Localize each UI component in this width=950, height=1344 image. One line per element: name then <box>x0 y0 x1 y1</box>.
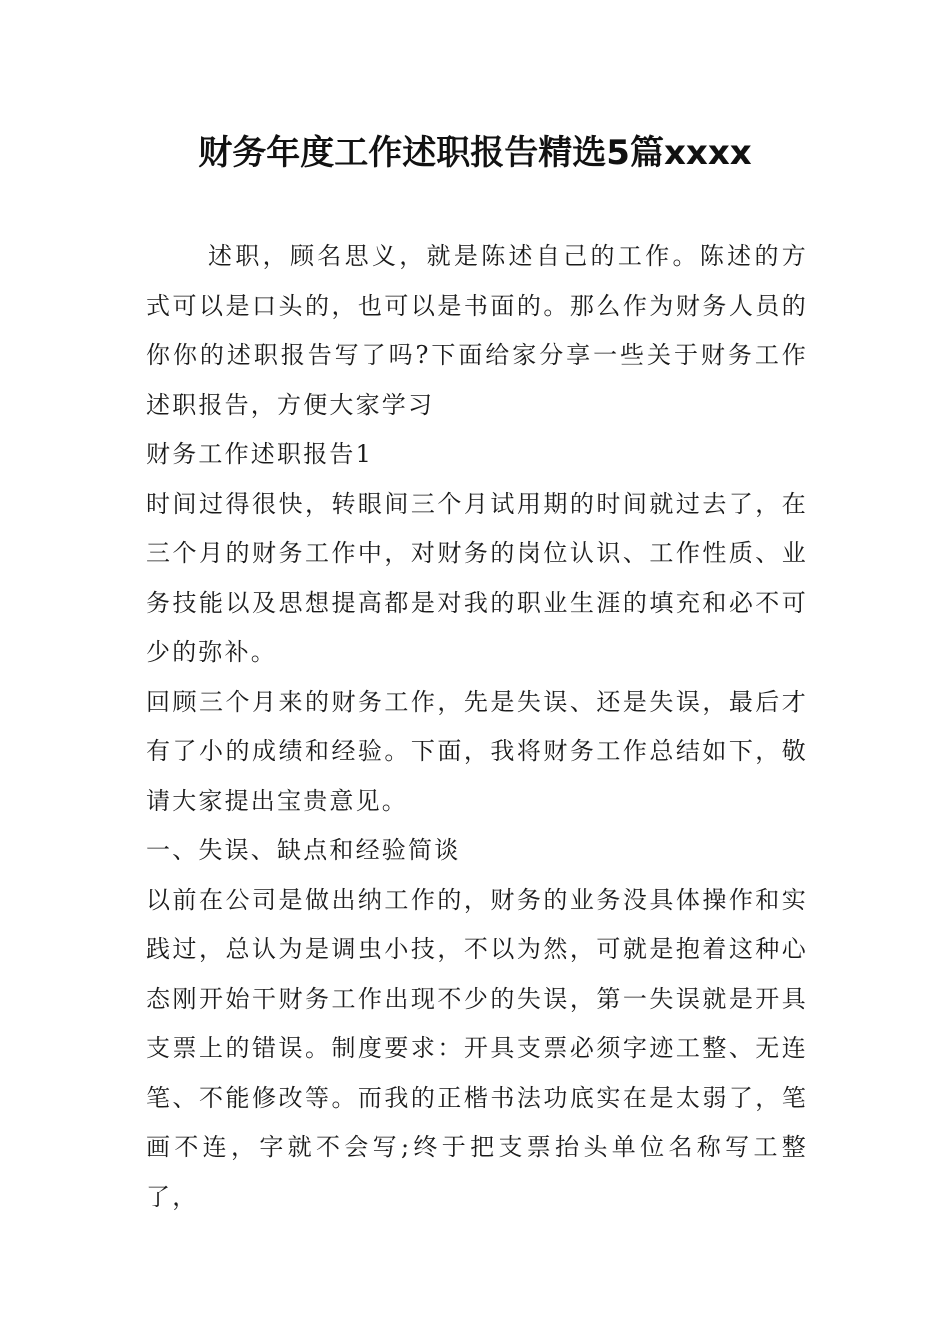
body-paragraph: 回顾三个月来的财务工作，先是失误、还是失误，最后才有了小的成绩和经验。下面，我将财务工作总结如下，敬请大家提出宝贵意见。 <box>146 687 808 815</box>
section-heading: 财务工作述职报告1 <box>146 440 374 468</box>
document-body <box>146 232 808 1222</box>
document-title: 财务年度工作述职报告精选5篇xxxx <box>198 133 752 173</box>
body-paragraph: 时间过得很快，转眼间三个月试用期的时间就过去了，在三个月的财务工作中，对财务的岗位认识、工作性质、业务技能以及思想提高都是对我的职业生涯的填充和必不可少的弥补。 <box>146 489 808 666</box>
subsection-heading: 一、失误、缺点和经验简谈 <box>146 836 461 864</box>
body-paragraph: 以前在公司是做出纳工作的，财务的业务没具体操作和实践过，总认为是调虫小技，不以为然，可就是抱着这种心态刚开始干财务工作出现不少的失误，第一失误就是开具支票上的错误。制度要求：开具支票必须字迹工整、无连笔、不能修改等。而我的正楷书法功底实在是太弱了，笔画不连，字就不会写;终于把支票抬头单位名称写工整了， <box>146 885 808 1211</box>
intro-paragraph: 述职，顾名思义，就是陈述自己的工作。陈述的方式可以是口头的，也可以是书面的。那么作为财务人员的你你的述职报告写了吗?下面给家分享一些关于财务工作述职报告，方便大家学习 <box>146 242 808 419</box>
